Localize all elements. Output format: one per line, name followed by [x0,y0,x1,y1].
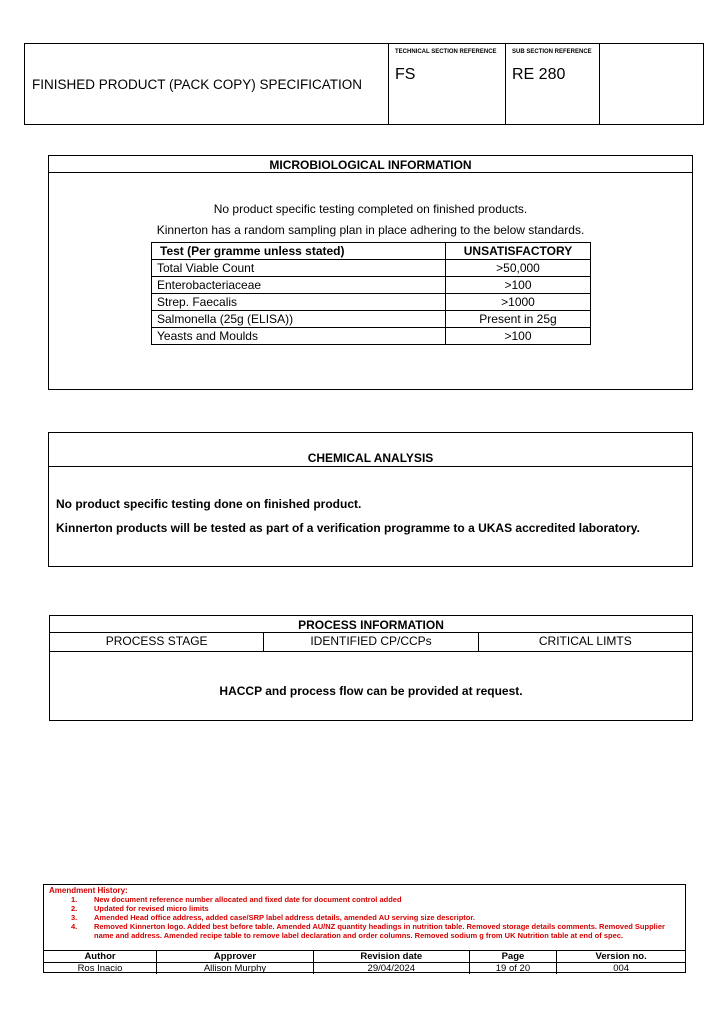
test-limit: >100 [446,277,591,294]
chemical-analysis-section [48,432,693,567]
micro-line-1: No product specific testing completed on finished products. [213,202,528,216]
chemical-line-1: No product specific testing done on finished product. [56,497,362,511]
list-item [66,913,666,922]
table-header-row [44,951,685,963]
test-limit: >100 [446,328,591,345]
process-note: HACCP and process flow can be provided at request. [219,684,523,698]
table-header-row [152,243,591,260]
amendment-number: 2. [71,904,78,913]
page-number-value: 19 of 20 [469,963,557,975]
amendment-number: 1. [71,895,78,904]
document-footer [43,884,686,973]
amendment-text: Updated for revised micro limits [94,904,209,913]
version-value: 004 [557,963,685,975]
chemical-line-2: Kinnerton products will be tested as part of a verification programme to a UKAS accredited laboratory. [56,521,640,535]
column-header-critical-limits: CRITICAL LIMTS [478,633,692,651]
table-row [44,963,685,975]
test-name: Yeasts and Moulds [152,328,446,345]
amendment-list [66,895,666,940]
process-information-section [49,615,693,721]
amendment-text: Amended Head office address, added case/SRP label address details, amended AU serving size descriptor. [94,913,475,922]
document-control-table [44,950,685,974]
test-name: Total Viable Count [152,260,446,277]
chemical-title: CHEMICAL ANALYSIS [307,451,434,465]
document-title: FINISHED PRODUCT (PACK COPY) SPECIFICATION [32,77,363,92]
document-header [24,43,704,125]
micro-limits-table [151,242,591,345]
sub-ref-value: RE 280 [512,66,566,83]
process-columns-row [50,632,692,652]
list-item [66,895,666,904]
approver-value: Allison Murphy [157,963,314,975]
column-header-process-stage: PROCESS STAGE [105,634,208,648]
header-blank-cell [600,44,704,124]
process-title: PROCESS INFORMATION [298,618,444,632]
column-header-version: Version no. [557,951,685,963]
column-header-revision-date: Revision date [313,951,469,963]
column-header-test: Test (Per gramme unless stated) [152,243,446,260]
test-name: Enterobacteriaceae [152,277,446,294]
amendment-text: New document reference number allocated and fixed date for document control added [94,895,402,904]
column-header-approver: Approver [157,951,314,963]
technical-ref-label: TECHNICAL SECTION REFERENCE [395,49,497,55]
test-name: Salmonella (25g (ELISA)) [152,311,446,328]
amendment-number: 3. [71,913,78,922]
table-row [152,260,591,277]
list-item [66,922,666,940]
header-sub-ref-cell [506,44,600,124]
header-title-cell [25,44,389,124]
technical-ref-value: FS [395,66,416,83]
column-header-unsatisfactory: UNSATISFACTORY [446,243,591,260]
amendment-text: Removed Kinnerton logo. Added best before table. Amended AU/NZ quantity headings in nutrition table. Removed storage details comments. Removed Supplier name and address. Amended recipe table to remove label declaration and order columns. Removed sodium g from UK Nutrition table at end of spec. [94,922,665,940]
micro-title-divider [49,172,692,173]
micro-title: MICROBIOLOGICAL INFORMATION [269,158,472,172]
author-value: Ros Inacio [44,963,157,975]
column-header-author: Author [44,951,157,963]
revision-date-value: 29/04/2024 [313,963,469,975]
table-row [152,328,591,345]
sub-ref-label: SUB SECTION REFERENCE [512,49,592,55]
table-row [152,311,591,328]
header-technical-ref-cell [389,44,506,124]
micro-line-2: Kinnerton has a random sampling plan in place adhering to the below standards. [156,223,585,237]
test-limit: Present in 25g [446,311,591,328]
amendment-history-heading: Amendment History: [49,886,128,895]
amendment-number: 4. [71,922,78,931]
microbiological-section [48,155,693,390]
test-limit: >1000 [446,294,591,311]
table-row [152,294,591,311]
table-row [152,277,591,294]
test-name: Strep. Faecalis [152,294,446,311]
column-header-identified-ccps: IDENTIFIED CP/CCPs [263,633,477,651]
test-limit: >50,000 [446,260,591,277]
list-item [66,904,666,913]
chemical-title-divider [49,466,692,467]
column-header-page: Page [469,951,557,963]
